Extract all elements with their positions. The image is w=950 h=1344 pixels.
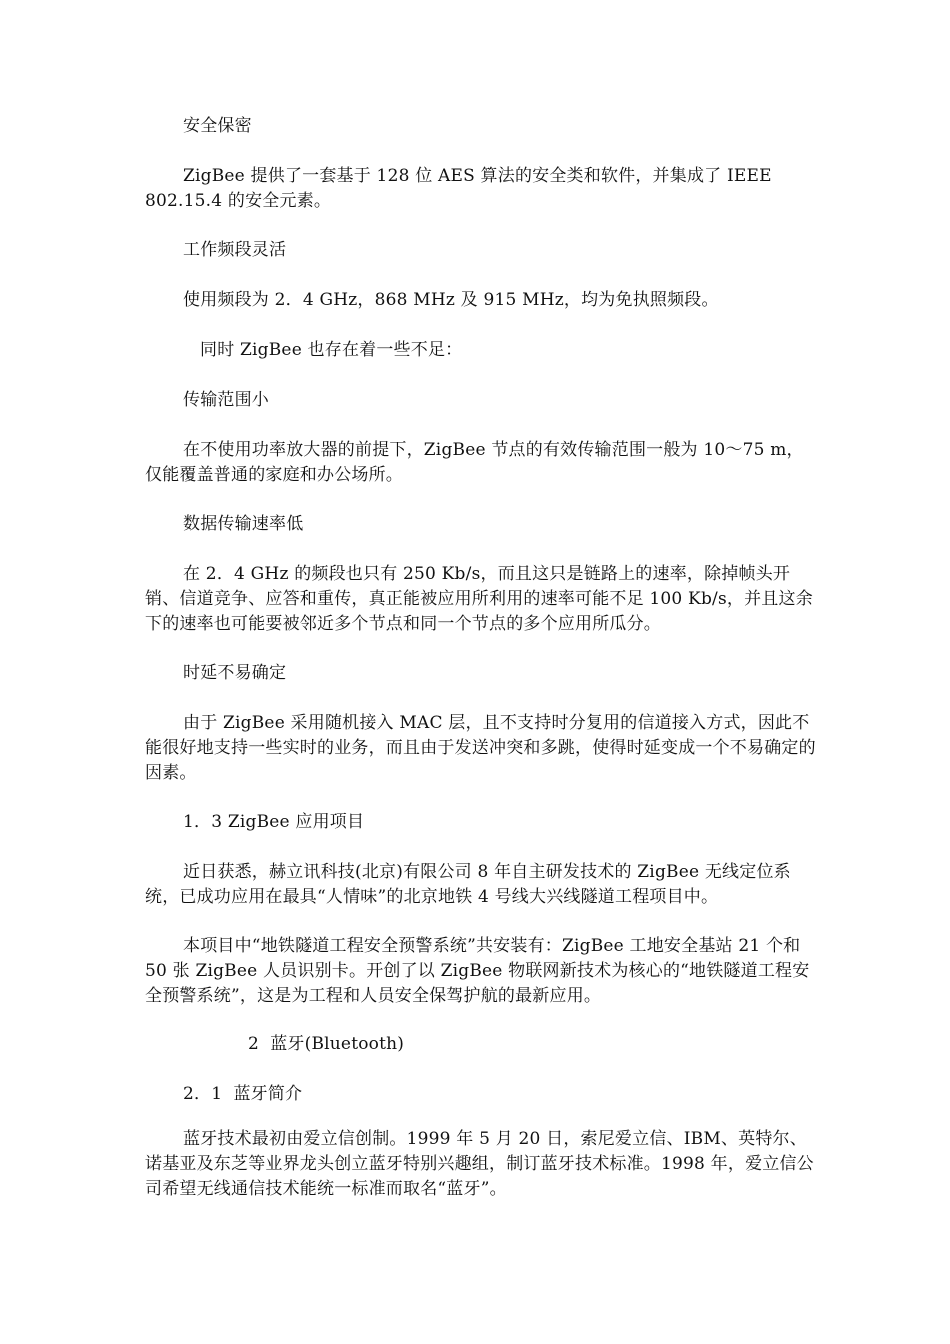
heading-range: 传输范围小 [183, 390, 269, 410]
paragraph-latency: 由于 ZigBee 采用随机接入 MAC 层，且不支持时分复用的信道接入方式，因此不能很好地支持一些实时的业务，而且由于发送冲突和多跳，使得时延变成一个不易确定的因素。 [145, 713, 816, 783]
paragraph-application-system: 本项目中“地铁隧道工程安全预警系统”共安装有：ZigBee 工地安全基站 21 个和 50 张 ZigBee 人员识别卡。开创了以 ZigBee 物联网新技术为核心的“地铁隧道工程安全预警系统”，这是为工程和人员安全保驾护航的最新应用。 [145, 936, 810, 1006]
heading-bluetooth-intro: 2．1 蓝牙简介 [183, 1084, 303, 1104]
heading-zigbee-application: 1．3 ZigBee 应用项目 [183, 812, 365, 832]
paragraph-shortcomings-intro: 同时 ZigBee 也存在着一些不足： [200, 340, 463, 360]
heading-data-rate: 数据传输速率低 [183, 514, 304, 534]
heading-latency: 时延不易确定 [183, 663, 287, 683]
paragraph-security: ZigBee 提供了一套基于 128 位 AES 算法的安全类和软件，并集成了 IEEE 802.15.4 的安全元素。 [145, 166, 778, 211]
paragraph-frequency: 使用频段为 2．4 GHz，868 MHz 及 915 MHz，均为免执照频段。 [183, 290, 719, 310]
heading-frequency: 工作频段灵活 [183, 240, 287, 260]
paragraph-bluetooth-intro: 蓝牙技术最初由爱立信创制。1999 年 5 月 20 日，索尼爱立信、IBM、英特尔、诺基亚及东芝等业界龙头创立蓝牙特别兴趣组，制订蓝牙技术标准。1998 年，爱立信公司希望无线通信技术能统一标准而取名“蓝牙”。 [145, 1129, 814, 1199]
paragraph-application-news: 近日获悉，赫立讯科技(北京)有限公司 8 年自主研发技术的 ZigBee 无线定位系统，已成功应用在最具“人情味”的北京地铁 4 号线大兴线隧道工程项目中。 [145, 862, 791, 907]
paragraph-data-rate: 在 2．4 GHz 的频段也只有 250 Kb/s，而且这只是链路上的速率，除掉帧头开销、信道竞争、应答和重传，真正能被应用所利用的速率可能不足 100 Kb/s，并且这余下的速率也可能要被邻近多个节点和同一个节点的多个应用所瓜分。 [145, 564, 813, 634]
paragraph-range: 在不使用功率放大器的前提下，ZigBee 节点的有效传输范围一般为 10～75 m，仅能覆盖普通的家庭和办公场所。 [145, 440, 804, 485]
heading-security: 安全保密 [183, 116, 252, 136]
section-title-bluetooth: 2 蓝牙(Bluetooth) [248, 1034, 405, 1054]
